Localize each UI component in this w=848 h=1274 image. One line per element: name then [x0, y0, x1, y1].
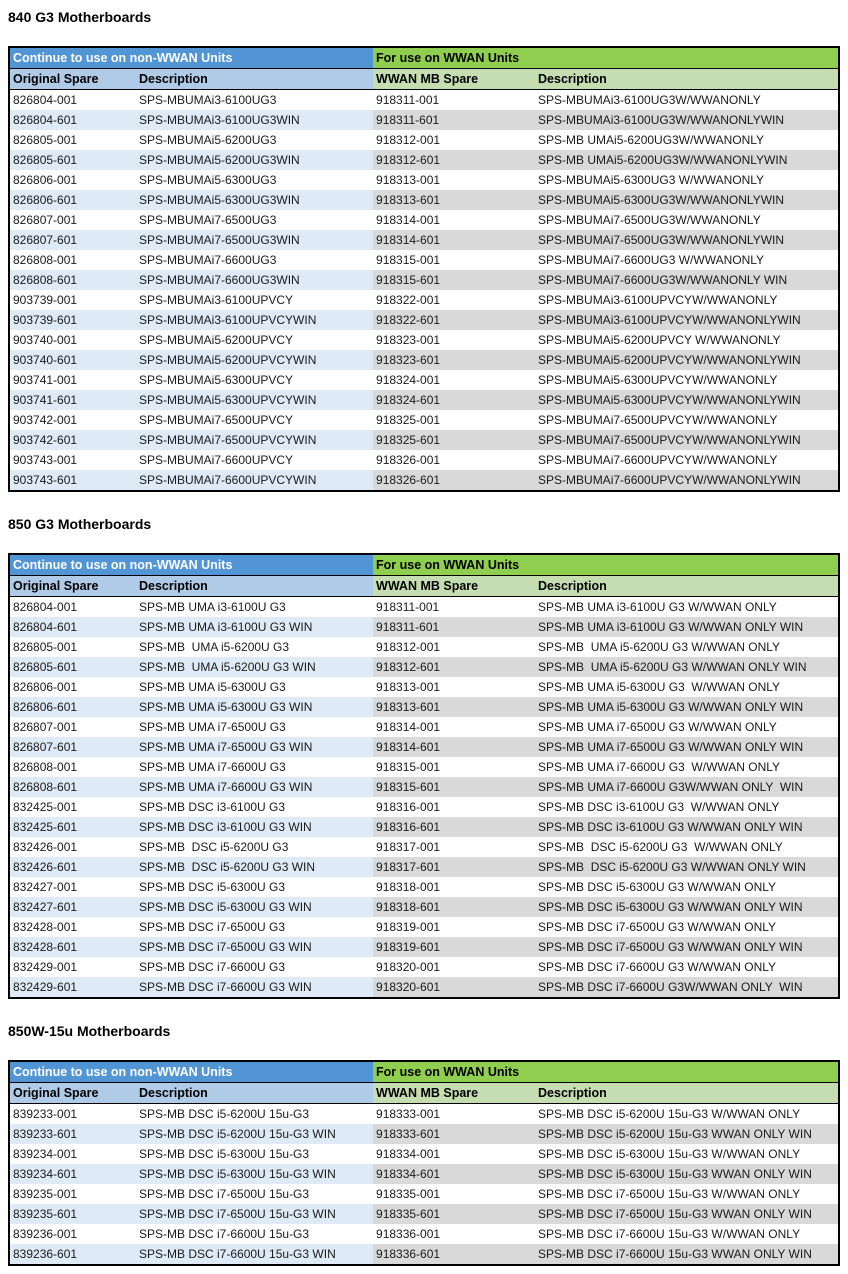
wwan-description-cell: SPS-MB DSC i7-6500U 15u-G3 WWAN ONLY WIN — [535, 1204, 839, 1224]
wwan-description-cell: SPS-MB UMA i5-6200U G3 W/WWAN ONLY WIN — [535, 657, 839, 677]
description-cell: SPS-MBUMAi5-6200UG3WIN — [136, 150, 373, 170]
description-cell: SPS-MB UMA i3-6100U G3 — [139, 600, 286, 614]
wwan-description-cell: SPS-MB DSC i5-6200U 15u-G3 WWAN ONLY WIN — [535, 1124, 839, 1144]
table-row — [9, 330, 839, 350]
table-row — [9, 130, 839, 150]
wwan-description-cell: SPS-MB DSC i5-6200U G3 W/WWAN ONLY WIN — [535, 857, 839, 877]
table-row — [9, 410, 839, 430]
table-row — [9, 977, 839, 998]
wwan-description-cell: SPS-MB DSC i5-6300U 15u-G3 W/WWAN ONLY — [538, 1147, 801, 1161]
wwan-spare-cell: 918312-601 — [373, 150, 535, 170]
wwan-spare-cell: 918317-001 — [376, 840, 441, 854]
original-spare-cell: 826806-001 — [13, 173, 78, 187]
wwan-description-cell: SPS-MB DSC i3-6100U G3 W/WWAN ONLY — [538, 800, 780, 814]
description-cell: SPS-MBUMAi5-6300UG3 — [139, 173, 277, 187]
non-wwan-group-header: Continue to use on non-WWAN Units — [9, 554, 373, 576]
table-body — [9, 90, 839, 492]
description-cell: SPS-MB DSC i7-6500U 15u-G3 — [139, 1187, 310, 1201]
wwan-description-cell: SPS-MB DSC i7-6500U G3 W/WWAN ONLY — [538, 920, 777, 934]
original-spare-cell: 826805-001 — [13, 640, 78, 654]
table-row — [9, 1164, 839, 1184]
description-cell: SPS-MBUMAi7-6500UG3WIN — [136, 230, 373, 250]
wwan-spare-cell: 918317-601 — [373, 857, 535, 877]
wwan-description-cell: SPS-MB DSC i7-6500U 15u-G3 W/WWAN ONLY — [538, 1187, 801, 1201]
spares-table — [8, 46, 840, 492]
wwan-description-cell: SPS-MB DSC i5-6300U G3 W/WWAN ONLY WIN — [535, 897, 839, 917]
original-spare-cell: 826804-001 — [13, 600, 78, 614]
description-cell: SPS-MB UMA i7-6500U G3 WIN — [136, 737, 373, 757]
table-row — [9, 657, 839, 677]
original-spare-cell: 832425-601 — [9, 817, 136, 837]
original-spare-cell: 832427-601 — [9, 897, 136, 917]
wwan-description-cell: SPS-MB DSC i7-6500U G3 W/WWAN ONLY WIN — [535, 937, 839, 957]
table-row — [9, 937, 839, 957]
non-wwan-group-header: Continue to use on non-WWAN Units — [9, 1061, 373, 1083]
col-header-wwan-mb-spare: WWAN MB Spare — [373, 69, 535, 90]
wwan-spare-cell: 918336-001 — [376, 1227, 441, 1241]
table-row — [9, 270, 839, 290]
description-cell: SPS-MB DSC i5-6300U 15u-G3 — [139, 1147, 310, 1161]
original-spare-cell: 832428-601 — [9, 937, 136, 957]
wwan-spare-cell: 918311-601 — [373, 110, 535, 130]
table-row — [9, 1104, 839, 1125]
description-cell: SPS-MBUMAi5-6200UPVCY — [139, 333, 294, 347]
wwan-spare-cell: 918319-601 — [373, 937, 535, 957]
wwan-spare-cell: 918319-001 — [376, 920, 441, 934]
table-row — [9, 170, 839, 190]
wwan-spare-cell: 918323-001 — [376, 333, 441, 347]
original-spare-cell: 832429-601 — [9, 977, 136, 998]
table-row — [9, 677, 839, 697]
original-spare-cell: 903740-001 — [13, 333, 78, 347]
original-spare-cell: 826804-001 — [13, 93, 78, 107]
wwan-description-cell: SPS-MB UMA i5-6300U G3 W/WWAN ONLY — [538, 680, 781, 694]
section-title: 850W-15u Motherboards — [8, 1023, 171, 1039]
wwan-description-cell: SPS-MB UMA i3-6100U G3 W/WWAN ONLY WIN — [535, 617, 839, 637]
original-spare-cell: 826805-601 — [9, 150, 136, 170]
col-header-wwan-mb-spare: WWAN MB Spare — [373, 1083, 535, 1104]
wwan-group-header: For use on WWAN Units — [373, 47, 839, 69]
wwan-description-cell: SPS-MB UMA i7-6600U G3W/WWAN ONLY WIN — [535, 777, 839, 797]
original-spare-cell: 826807-001 — [13, 213, 78, 227]
wwan-description-cell: SPS-MBUMAi3-6100UPVCYW/WWANONLY — [538, 293, 778, 307]
original-spare-cell: 839233-001 — [13, 1107, 78, 1121]
wwan-spare-cell: 918325-601 — [373, 430, 535, 450]
column-header-row — [9, 69, 839, 90]
wwan-spare-cell: 918314-001 — [376, 720, 441, 734]
description-cell: SPS-MBUMAi7-6600UG3WIN — [136, 270, 373, 290]
table-row — [9, 350, 839, 370]
wwan-description-cell: SPS-MB UMA i7-6500U G3 W/WWAN ONLY WIN — [535, 737, 839, 757]
description-cell: SPS-MBUMAi7-6600UPVCYWIN — [136, 470, 373, 491]
original-spare-cell: 839234-601 — [9, 1164, 136, 1184]
wwan-description-cell: SPS-MBUMAi7-6600UPVCYW/WWANONLYWIN — [535, 470, 839, 491]
wwan-description-cell: SPS-MBUMAi5-6300UPVCYW/WWANONLYWIN — [535, 390, 839, 410]
original-spare-cell: 832426-601 — [9, 857, 136, 877]
original-spare-cell: 839235-601 — [9, 1204, 136, 1224]
original-spare-cell: 832428-001 — [13, 920, 78, 934]
description-cell: SPS-MB DSC i7-6500U 15u-G3 WIN — [136, 1204, 373, 1224]
wwan-spare-cell: 918326-601 — [373, 470, 535, 491]
table-row — [9, 150, 839, 170]
wwan-spare-cell: 918323-601 — [373, 350, 535, 370]
wwan-spare-cell: 918318-001 — [376, 880, 441, 894]
table-row — [9, 90, 839, 111]
wwan-spare-cell: 918315-601 — [373, 270, 535, 290]
original-spare-cell: 903739-001 — [13, 293, 78, 307]
wwan-description-cell: SPS-MB DSC i7-6600U G3 W/WWAN ONLY — [538, 960, 777, 974]
wwan-group-header: For use on WWAN Units — [373, 1061, 839, 1083]
wwan-description-cell: SPS-MB DSC i7-6600U 15u-G3 WWAN ONLY WIN — [535, 1244, 839, 1265]
table-row — [9, 450, 839, 470]
wwan-spare-cell: 918322-001 — [376, 293, 441, 307]
original-spare-cell: 839235-001 — [13, 1187, 78, 1201]
table-row — [9, 310, 839, 330]
table-row — [9, 717, 839, 737]
description-cell: SPS-MBUMAi7-6500UPVCY — [139, 413, 294, 427]
wwan-description-cell: SPS-MB UMA i3-6100U G3 W/WWAN ONLY — [538, 600, 777, 614]
original-spare-cell: 903739-601 — [9, 310, 136, 330]
description-cell: SPS-MBUMAi5-6200UPVCYWIN — [136, 350, 373, 370]
description-cell: SPS-MBUMAi5-6200UG3 — [139, 133, 277, 147]
table-row — [9, 797, 839, 817]
original-spare-cell: 832427-001 — [13, 880, 78, 894]
wwan-spare-cell: 918312-601 — [373, 657, 535, 677]
description-cell: SPS-MB DSC i5-6300U G3 — [139, 880, 286, 894]
original-spare-cell: 826805-601 — [9, 657, 136, 677]
column-header-row — [9, 576, 839, 597]
wwan-spare-cell: 918318-601 — [373, 897, 535, 917]
wwan-spare-cell: 918336-601 — [373, 1244, 535, 1265]
wwan-spare-cell: 918335-001 — [376, 1187, 441, 1201]
wwan-description-cell: SPS-MBUMAi7-6600UG3W/WWANONLY WIN — [535, 270, 839, 290]
table-row — [9, 1204, 839, 1224]
table-row — [9, 1124, 839, 1144]
wwan-spare-cell: 918335-601 — [373, 1204, 535, 1224]
group-header-row — [9, 1061, 839, 1083]
original-spare-cell: 903743-001 — [13, 453, 78, 467]
description-cell: SPS-MB UMA i5-6300U G3 — [139, 680, 286, 694]
spares-table — [8, 553, 840, 999]
wwan-spare-cell: 918315-601 — [373, 777, 535, 797]
description-cell: SPS-MBUMAi3-6100UPVCYWIN — [136, 310, 373, 330]
table-row — [9, 957, 839, 977]
description-cell: SPS-MB DSC i5-6200U G3 — [139, 840, 289, 854]
description-cell: SPS-MB UMA i7-6500U G3 — [139, 720, 286, 734]
wwan-description-cell: SPS-MBUMAi3-6100UPVCYW/WWANONLYWIN — [535, 310, 839, 330]
original-spare-cell: 839234-001 — [13, 1147, 78, 1161]
wwan-spare-cell: 918311-601 — [373, 617, 535, 637]
table-row — [9, 230, 839, 250]
col-header-description-left: Description — [136, 1083, 373, 1104]
original-spare-cell: 903741-001 — [13, 373, 78, 387]
table-row — [9, 917, 839, 937]
wwan-spare-cell: 918312-001 — [376, 640, 441, 654]
description-cell: SPS-MB DSC i5-6300U 15u-G3 WIN — [136, 1164, 373, 1184]
table-row — [9, 390, 839, 410]
motherboard-section — [8, 515, 840, 999]
wwan-description-cell: SPS-MB DSC i3-6100U G3 W/WWAN ONLY WIN — [535, 817, 839, 837]
wwan-description-cell: SPS-MB DSC i7-6600U 15u-G3 W/WWAN ONLY — [538, 1227, 801, 1241]
wwan-description-cell: SPS-MB DSC i5-6300U G3 W/WWAN ONLY — [538, 880, 777, 894]
wwan-description-cell: SPS-MBUMAi7-6500UPVCYW/WWANONLYWIN — [535, 430, 839, 450]
description-cell: SPS-MB DSC i5-6200U 15u-G3 — [139, 1107, 310, 1121]
wwan-group-header: For use on WWAN Units — [373, 554, 839, 576]
description-cell: SPS-MB UMA i5-6200U G3 — [139, 640, 290, 654]
original-spare-cell: 832426-001 — [13, 840, 78, 854]
original-spare-cell: 832429-001 — [13, 960, 78, 974]
description-cell: SPS-MBUMAi3-6100UPVCY — [139, 293, 294, 307]
original-spare-cell: 826807-601 — [9, 737, 136, 757]
wwan-spare-cell: 918314-001 — [376, 213, 441, 227]
description-cell: SPS-MB DSC i3-6100U G3 — [139, 800, 286, 814]
original-spare-cell: 826806-601 — [9, 190, 136, 210]
non-wwan-group-header: Continue to use on non-WWAN Units — [9, 47, 373, 69]
description-cell: SPS-MBUMAi7-6500UPVCYWIN — [136, 430, 373, 450]
table-row — [9, 470, 839, 491]
wwan-description-cell: SPS-MB DSC i5-6300U 15u-G3 WWAN ONLY WIN — [535, 1164, 839, 1184]
section-title: 850 G3 Motherboards — [8, 516, 152, 532]
wwan-spare-cell: 918311-001 — [376, 600, 440, 614]
description-cell: SPS-MB DSC i5-6200U 15u-G3 WIN — [136, 1124, 373, 1144]
description-cell: SPS-MB DSC i5-6200U G3 WIN — [136, 857, 373, 877]
original-spare-cell: 839236-001 — [13, 1227, 78, 1241]
description-cell: SPS-MB UMA i3-6100U G3 WIN — [136, 617, 373, 637]
original-spare-cell: 826808-001 — [13, 760, 78, 774]
wwan-spare-cell: 918316-001 — [376, 800, 441, 814]
motherboard-section — [8, 1022, 840, 1266]
wwan-spare-cell: 918325-001 — [376, 413, 441, 427]
original-spare-cell: 832425-001 — [13, 800, 78, 814]
wwan-description-cell: SPS-MB UMAi5-6200UG3W/WWANONLY — [538, 133, 765, 147]
description-cell: SPS-MBUMAi7-6600UG3 — [139, 253, 277, 267]
wwan-spare-cell: 918322-601 — [373, 310, 535, 330]
table-row — [9, 1224, 839, 1244]
wwan-description-cell: SPS-MB UMA i5-6200U G3 W/WWAN ONLY — [538, 640, 781, 654]
wwan-description-cell: SPS-MB UMA i7-6500U G3 W/WWAN ONLY — [538, 720, 777, 734]
wwan-spare-cell: 918334-001 — [376, 1147, 441, 1161]
wwan-spare-cell: 918313-001 — [376, 173, 441, 187]
wwan-spare-cell: 918313-001 — [376, 680, 441, 694]
original-spare-cell: 826804-601 — [9, 617, 136, 637]
description-cell: SPS-MB UMA i7-6600U G3 — [139, 760, 286, 774]
table-row — [9, 737, 839, 757]
wwan-description-cell: SPS-MBUMAi3-6100UG3W/WWANONLYWIN — [535, 110, 839, 130]
description-cell: SPS-MBUMAi3-6100UG3 — [139, 93, 277, 107]
wwan-description-cell: SPS-MBUMAi7-6600UPVCYW/WWANONLY — [538, 453, 778, 467]
wwan-description-cell: SPS-MBUMAi7-6500UG3W/WWANONLY — [538, 213, 761, 227]
table-body — [9, 1104, 839, 1266]
table-row — [9, 290, 839, 310]
original-spare-cell: 826807-001 — [13, 720, 78, 734]
wwan-description-cell: SPS-MBUMAi7-6600UG3 W/WWANONLY — [538, 253, 765, 267]
wwan-description-cell: SPS-MB DSC i5-6200U G3 W/WWAN ONLY — [538, 840, 783, 854]
section-title: 840 G3 Motherboards — [8, 9, 152, 25]
col-header-description-right: Description — [535, 1083, 839, 1104]
col-header-original-spare: Original Spare — [9, 69, 136, 90]
original-spare-cell: 839233-601 — [9, 1124, 136, 1144]
col-header-description-right: Description — [535, 576, 839, 597]
wwan-spare-cell: 918315-001 — [376, 760, 441, 774]
wwan-description-cell: SPS-MBUMAi5-6300UG3W/WWANONLYWIN — [535, 190, 839, 210]
description-cell: SPS-MB UMA i7-6600U G3 WIN — [136, 777, 373, 797]
table-row — [9, 777, 839, 797]
motherboard-section — [8, 8, 840, 492]
wwan-description-cell: SPS-MB DSC i7-6600U G3W/WWAN ONLY WIN — [535, 977, 839, 998]
col-header-description-left: Description — [136, 69, 373, 90]
description-cell: SPS-MB DSC i7-6600U G3 — [139, 960, 286, 974]
table-row — [9, 430, 839, 450]
description-cell: SPS-MBUMAi5-6300UPVCYWIN — [136, 390, 373, 410]
spares-table — [8, 1060, 840, 1266]
wwan-spare-cell: 918314-601 — [373, 737, 535, 757]
wwan-spare-cell: 918320-601 — [373, 977, 535, 998]
wwan-description-cell: SPS-MBUMAi7-6500UPVCYW/WWANONLY — [538, 413, 778, 427]
group-header-row — [9, 554, 839, 576]
wwan-spare-cell: 918334-601 — [373, 1164, 535, 1184]
table-body — [9, 597, 839, 999]
table-row — [9, 1184, 839, 1204]
wwan-spare-cell: 918311-001 — [376, 93, 440, 107]
group-header-row — [9, 47, 839, 69]
table-row — [9, 837, 839, 857]
column-header-row — [9, 1083, 839, 1104]
wwan-description-cell: SPS-MB UMAi5-6200UG3W/WWANONLYWIN — [535, 150, 839, 170]
table-row — [9, 250, 839, 270]
wwan-spare-cell: 918313-601 — [373, 697, 535, 717]
wwan-spare-cell: 918315-001 — [376, 253, 441, 267]
wwan-description-cell: SPS-MBUMAi5-6300UG3 W/WWANONLY — [538, 173, 765, 187]
table-row — [9, 857, 839, 877]
description-cell: SPS-MBUMAi5-6300UPVCY — [139, 373, 294, 387]
col-header-description-right: Description — [535, 69, 839, 90]
table-row — [9, 697, 839, 717]
original-spare-cell: 826808-601 — [9, 777, 136, 797]
table-row — [9, 370, 839, 390]
table-row — [9, 210, 839, 230]
description-cell: SPS-MB DSC i7-6600U 15u-G3 WIN — [136, 1244, 373, 1265]
description-cell: SPS-MBUMAi5-6300UG3WIN — [136, 190, 373, 210]
original-spare-cell: 826808-601 — [9, 270, 136, 290]
original-spare-cell: 826806-601 — [9, 697, 136, 717]
description-cell: SPS-MB DSC i7-6600U 15u-G3 — [139, 1227, 310, 1241]
wwan-spare-cell: 918320-001 — [376, 960, 441, 974]
table-row — [9, 637, 839, 657]
table-row — [9, 617, 839, 637]
wwan-spare-cell: 918314-601 — [373, 230, 535, 250]
wwan-spare-cell: 918333-601 — [373, 1124, 535, 1144]
original-spare-cell: 903742-601 — [9, 430, 136, 450]
col-header-description-left: Description — [136, 576, 373, 597]
original-spare-cell: 839236-601 — [9, 1244, 136, 1265]
table-row — [9, 757, 839, 777]
original-spare-cell: 826806-001 — [13, 680, 78, 694]
original-spare-cell: 826808-001 — [13, 253, 78, 267]
description-cell: SPS-MB DSC i5-6300U G3 WIN — [136, 897, 373, 917]
table-row — [9, 877, 839, 897]
wwan-description-cell: SPS-MBUMAi5-6300UPVCYW/WWANONLY — [538, 373, 778, 387]
wwan-description-cell: SPS-MB UMA i5-6300U G3 W/WWAN ONLY WIN — [535, 697, 839, 717]
description-cell: SPS-MBUMAi3-6100UG3WIN — [136, 110, 373, 130]
wwan-spare-cell: 918326-001 — [376, 453, 441, 467]
wwan-description-cell: SPS-MB UMA i7-6600U G3 W/WWAN ONLY — [538, 760, 781, 774]
wwan-description-cell: SPS-MBUMAi3-6100UG3W/WWANONLY — [538, 93, 761, 107]
wwan-description-cell: SPS-MBUMAi5-6200UPVCYW/WWANONLYWIN — [535, 350, 839, 370]
col-header-original-spare: Original Spare — [9, 1083, 136, 1104]
table-row — [9, 1144, 839, 1164]
description-cell: SPS-MB UMA i5-6300U G3 WIN — [136, 697, 373, 717]
original-spare-cell: 903740-601 — [9, 350, 136, 370]
description-cell: SPS-MB DSC i3-6100U G3 WIN — [136, 817, 373, 837]
table-row — [9, 110, 839, 130]
description-cell: SPS-MB DSC i7-6500U G3 WIN — [136, 937, 373, 957]
wwan-spare-cell: 918313-601 — [373, 190, 535, 210]
description-cell: SPS-MB DSC i7-6600U G3 WIN — [136, 977, 373, 998]
wwan-spare-cell: 918316-601 — [373, 817, 535, 837]
original-spare-cell: 826807-601 — [9, 230, 136, 250]
description-cell: SPS-MB DSC i7-6500U G3 — [139, 920, 286, 934]
original-spare-cell: 826805-001 — [13, 133, 78, 147]
table-row — [9, 190, 839, 210]
wwan-spare-cell: 918324-601 — [373, 390, 535, 410]
table-row — [9, 897, 839, 917]
original-spare-cell: 826804-601 — [9, 110, 136, 130]
col-header-wwan-mb-spare: WWAN MB Spare — [373, 576, 535, 597]
col-header-original-spare: Original Spare — [9, 576, 136, 597]
wwan-description-cell: SPS-MBUMAi7-6500UG3W/WWANONLYWIN — [535, 230, 839, 250]
original-spare-cell: 903741-601 — [9, 390, 136, 410]
description-cell: SPS-MBUMAi7-6500UG3 — [139, 213, 277, 227]
description-cell: SPS-MBUMAi7-6600UPVCY — [139, 453, 294, 467]
wwan-spare-cell: 918324-001 — [376, 373, 441, 387]
table-row — [9, 817, 839, 837]
table-row — [9, 1244, 839, 1265]
original-spare-cell: 903742-001 — [13, 413, 78, 427]
wwan-description-cell: SPS-MBUMAi5-6200UPVCY W/WWANONLY — [538, 333, 781, 347]
wwan-spare-cell: 918333-001 — [376, 1107, 441, 1121]
original-spare-cell: 903743-601 — [9, 470, 136, 491]
table-row — [9, 597, 839, 618]
wwan-spare-cell: 918312-001 — [376, 133, 441, 147]
description-cell: SPS-MB UMA i5-6200U G3 WIN — [136, 657, 373, 677]
wwan-description-cell: SPS-MB DSC i5-6200U 15u-G3 W/WWAN ONLY — [538, 1107, 801, 1121]
